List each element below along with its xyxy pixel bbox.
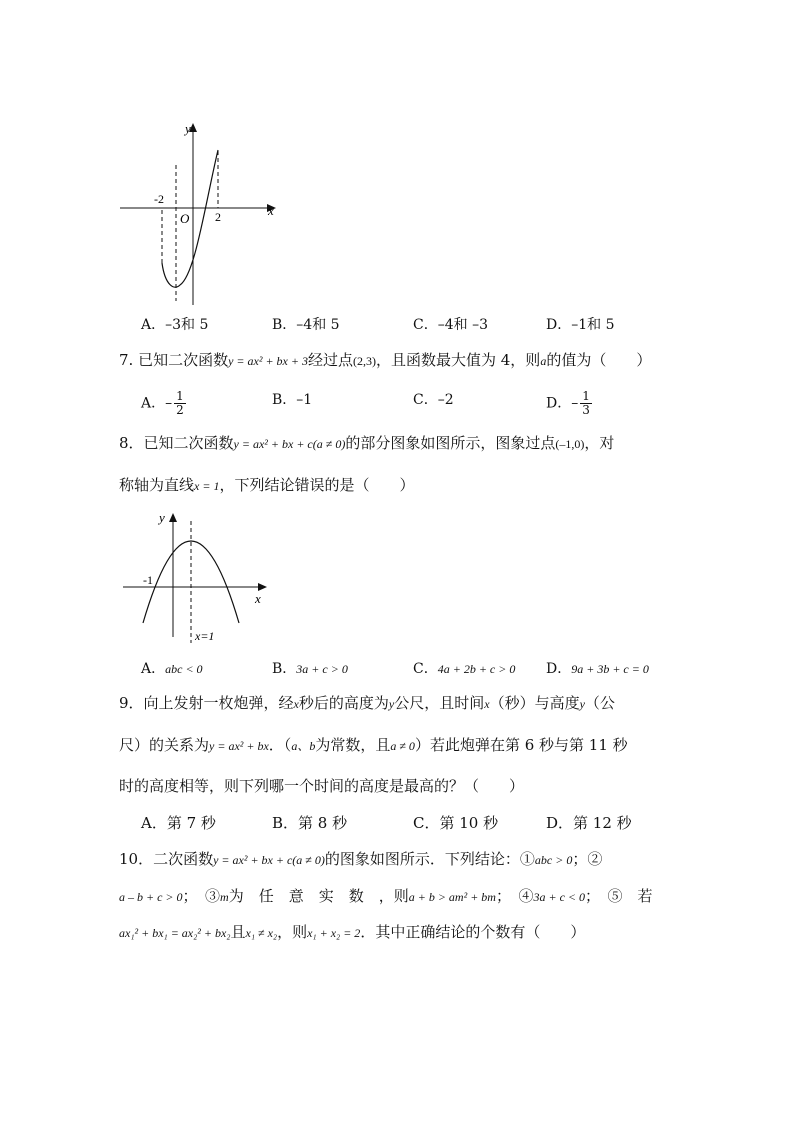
- q9-l1-x2: x: [484, 697, 490, 711]
- figure-2-axis-label: x=1: [195, 629, 215, 643]
- q7-prefix: 7. 已知二次函数: [119, 351, 229, 369]
- q10-l2-d: ； ⑤ 若: [585, 887, 653, 905]
- q8-option-a-text: abc < 0: [165, 662, 203, 676]
- q7-option-d[interactable]: [546, 390, 592, 417]
- figure-1-y-label: y: [185, 121, 191, 136]
- q10-l3-sum: x₁ + x₂ = 2: [307, 926, 361, 940]
- q7-option-a-fraction: [174, 390, 186, 417]
- q9-l1-b: 秒后的高度为: [298, 694, 389, 712]
- q8-prefix: 8．已知二次函数: [119, 434, 234, 452]
- q7-point: (2,3): [352, 354, 376, 368]
- q9-l2-ab: a、b: [291, 739, 316, 753]
- figure-2-parabola: [143, 541, 239, 623]
- q9-l2-b: ．（: [268, 736, 292, 754]
- q10-l1-formula: y = ax² + bx + c(a ≠ 0): [213, 853, 325, 867]
- figure-1-graph: [110, 115, 290, 315]
- q8-formula: y = ax² + bx + c(a ≠ 0): [233, 437, 346, 451]
- q7-option-b[interactable]: B．–1: [272, 392, 313, 408]
- q9-l3: 时的高度相等，则下列哪一个时间的高度是最高的？（ ）: [119, 777, 525, 795]
- q9-l1-y: y: [388, 697, 395, 711]
- q8-option-d-label: D．: [546, 661, 572, 677]
- figure-1-tick-2: 2: [215, 210, 221, 224]
- q10-conclusion-3: a + b > am² + bm: [408, 890, 496, 904]
- figure-2-graph: [115, 505, 280, 650]
- q9-l2-c: 为常数，且: [315, 736, 391, 754]
- q10-l3-eq: ax₁² + bx₁ = ax₂² + bx₂: [119, 926, 231, 940]
- figure-2-x-label: x: [255, 591, 261, 606]
- q9-option-d[interactable]: D．第 12 秒: [546, 814, 632, 832]
- q9-l2-cond: a ≠ 0: [390, 739, 415, 753]
- q7-option-d-label: D．: [546, 395, 572, 412]
- q10-question-line1: [119, 849, 602, 870]
- q7-mid1: 经过点: [307, 351, 353, 369]
- q7-option-a-numerator: 1: [176, 389, 184, 403]
- q8-option-c-text: 4a + 2b + c > 0: [437, 662, 516, 676]
- q8-mid: 的部分图象如图所示，图象过点: [345, 434, 556, 452]
- q7-option-a-label: A．: [141, 395, 166, 412]
- q7-option-d-sign: –: [571, 395, 579, 412]
- q10-l1-c: ；②: [572, 850, 603, 868]
- q8-option-d-text: 9a + 3b + c = 0: [571, 662, 649, 676]
- q8-option-c-label: C．: [413, 661, 438, 677]
- q10-l2-m: m: [220, 890, 229, 904]
- q10-l1-a: 10．二次函数: [119, 850, 214, 868]
- figure-2-y-arrow: [169, 513, 177, 522]
- q10-conclusion-1: abc > 0: [534, 853, 573, 867]
- q9-question-line3: [119, 776, 524, 796]
- q8-option-b-label: B．: [272, 661, 297, 677]
- q8-axis-eq: x = 1: [194, 479, 220, 493]
- q7-option-d-fraction: [580, 390, 592, 417]
- q8-question-line2: [119, 475, 414, 496]
- q10-l2-a: ； ③: [182, 887, 221, 905]
- q8-line2-prefix: 称轴为直线: [119, 476, 195, 494]
- q9-l2-a: 尺）的关系为: [119, 736, 210, 754]
- q9-option-c[interactable]: C．第 10 秒: [413, 814, 499, 832]
- figure-2-y-label: y: [159, 510, 165, 525]
- q9-l2-formula: y = ax² + bx: [209, 739, 269, 753]
- q7-mid2: ，且函数最大值为 4，则: [375, 351, 541, 369]
- q6-option-a[interactable]: A．–3和 5: [141, 317, 209, 333]
- q9-l2-d: ）若此炮弹在第 6 秒与第 11 秒: [414, 736, 628, 754]
- figure-1-parabola: [162, 150, 218, 287]
- q9-l1-e: （公: [584, 694, 615, 712]
- q9-l1-c: 公尺，且时间: [394, 694, 485, 712]
- q9-option-a[interactable]: A．第 7 秒: [141, 814, 216, 832]
- q7-option-a[interactable]: [141, 390, 186, 417]
- q10-l3-a: 且: [230, 923, 246, 941]
- q9-question-line1: [119, 693, 615, 714]
- q7-option-a-sign: –: [165, 395, 173, 412]
- q9-l1-d: （秒）与高度: [489, 694, 580, 712]
- figure-1-x-label: x: [268, 203, 274, 218]
- q7-option-d-numerator: 1: [582, 389, 590, 403]
- q10-conclusion-2: a – b + c > 0: [119, 890, 183, 904]
- q10-question-line3: [119, 922, 585, 943]
- figure-1-tick-neg2: -2: [154, 192, 164, 206]
- q10-question-line2: [119, 886, 653, 907]
- q10-l1-b: 的图象如图所示．下列结论：①: [324, 850, 535, 868]
- q7-suffix: 的值为（ ）: [546, 351, 652, 369]
- figure-1-origin-label: O: [180, 211, 190, 226]
- q9-l1-a: 9．向上发射一枚炮弹，经: [119, 694, 294, 712]
- q10-l3-c: ．其中正确结论的个数有（ ）: [360, 923, 586, 941]
- q8-option-c[interactable]: [413, 659, 515, 679]
- q10-l2-b: 为 任 意 实 数 ，则: [228, 887, 409, 905]
- q8-option-b-text: 3a + c > 0: [296, 662, 348, 676]
- q8-end1: ，对: [584, 434, 615, 452]
- q10-l3-b: ，则: [277, 923, 308, 941]
- q7-formula: y = ax² + bx + 3: [228, 354, 308, 368]
- q6-option-d[interactable]: D．–1和 5: [546, 317, 615, 333]
- q6-option-b[interactable]: B．–4和 5: [272, 317, 340, 333]
- q10-l2-c: ； ④: [495, 887, 534, 905]
- q9-question-line2: [119, 735, 628, 756]
- q10-conclusion-4: 3a + c < 0: [533, 890, 586, 904]
- q7-option-c[interactable]: C．–2: [413, 392, 454, 408]
- q9-l1-y2: y: [579, 697, 585, 711]
- q7-question: [119, 350, 651, 371]
- q8-line2-suffix: ，下列结论错误的是（ ）: [219, 476, 415, 494]
- q10-l3-neq: x₁ ≠ x₂: [245, 926, 278, 940]
- figure-2-neg-one-label: -1: [143, 573, 153, 587]
- q8-point: (–1,0): [555, 437, 585, 451]
- q8-option-b[interactable]: [272, 659, 348, 679]
- q8-question-line1: [119, 433, 614, 454]
- q7-options: [141, 384, 681, 420]
- q7-var: a: [540, 354, 547, 368]
- q9-option-b[interactable]: B．第 8 秒: [272, 814, 348, 832]
- q7-option-d-denominator: 3: [582, 403, 590, 417]
- q8-option-d[interactable]: [546, 659, 649, 679]
- figure-2-x-arrow: [258, 583, 267, 591]
- q7-option-a-denominator: 2: [176, 403, 184, 417]
- q8-option-a-label: A．: [141, 661, 166, 677]
- q6-option-c[interactable]: C．–4和 –3: [413, 317, 488, 333]
- q9-l1-x: x: [293, 697, 299, 711]
- q8-option-a[interactable]: [141, 659, 203, 679]
